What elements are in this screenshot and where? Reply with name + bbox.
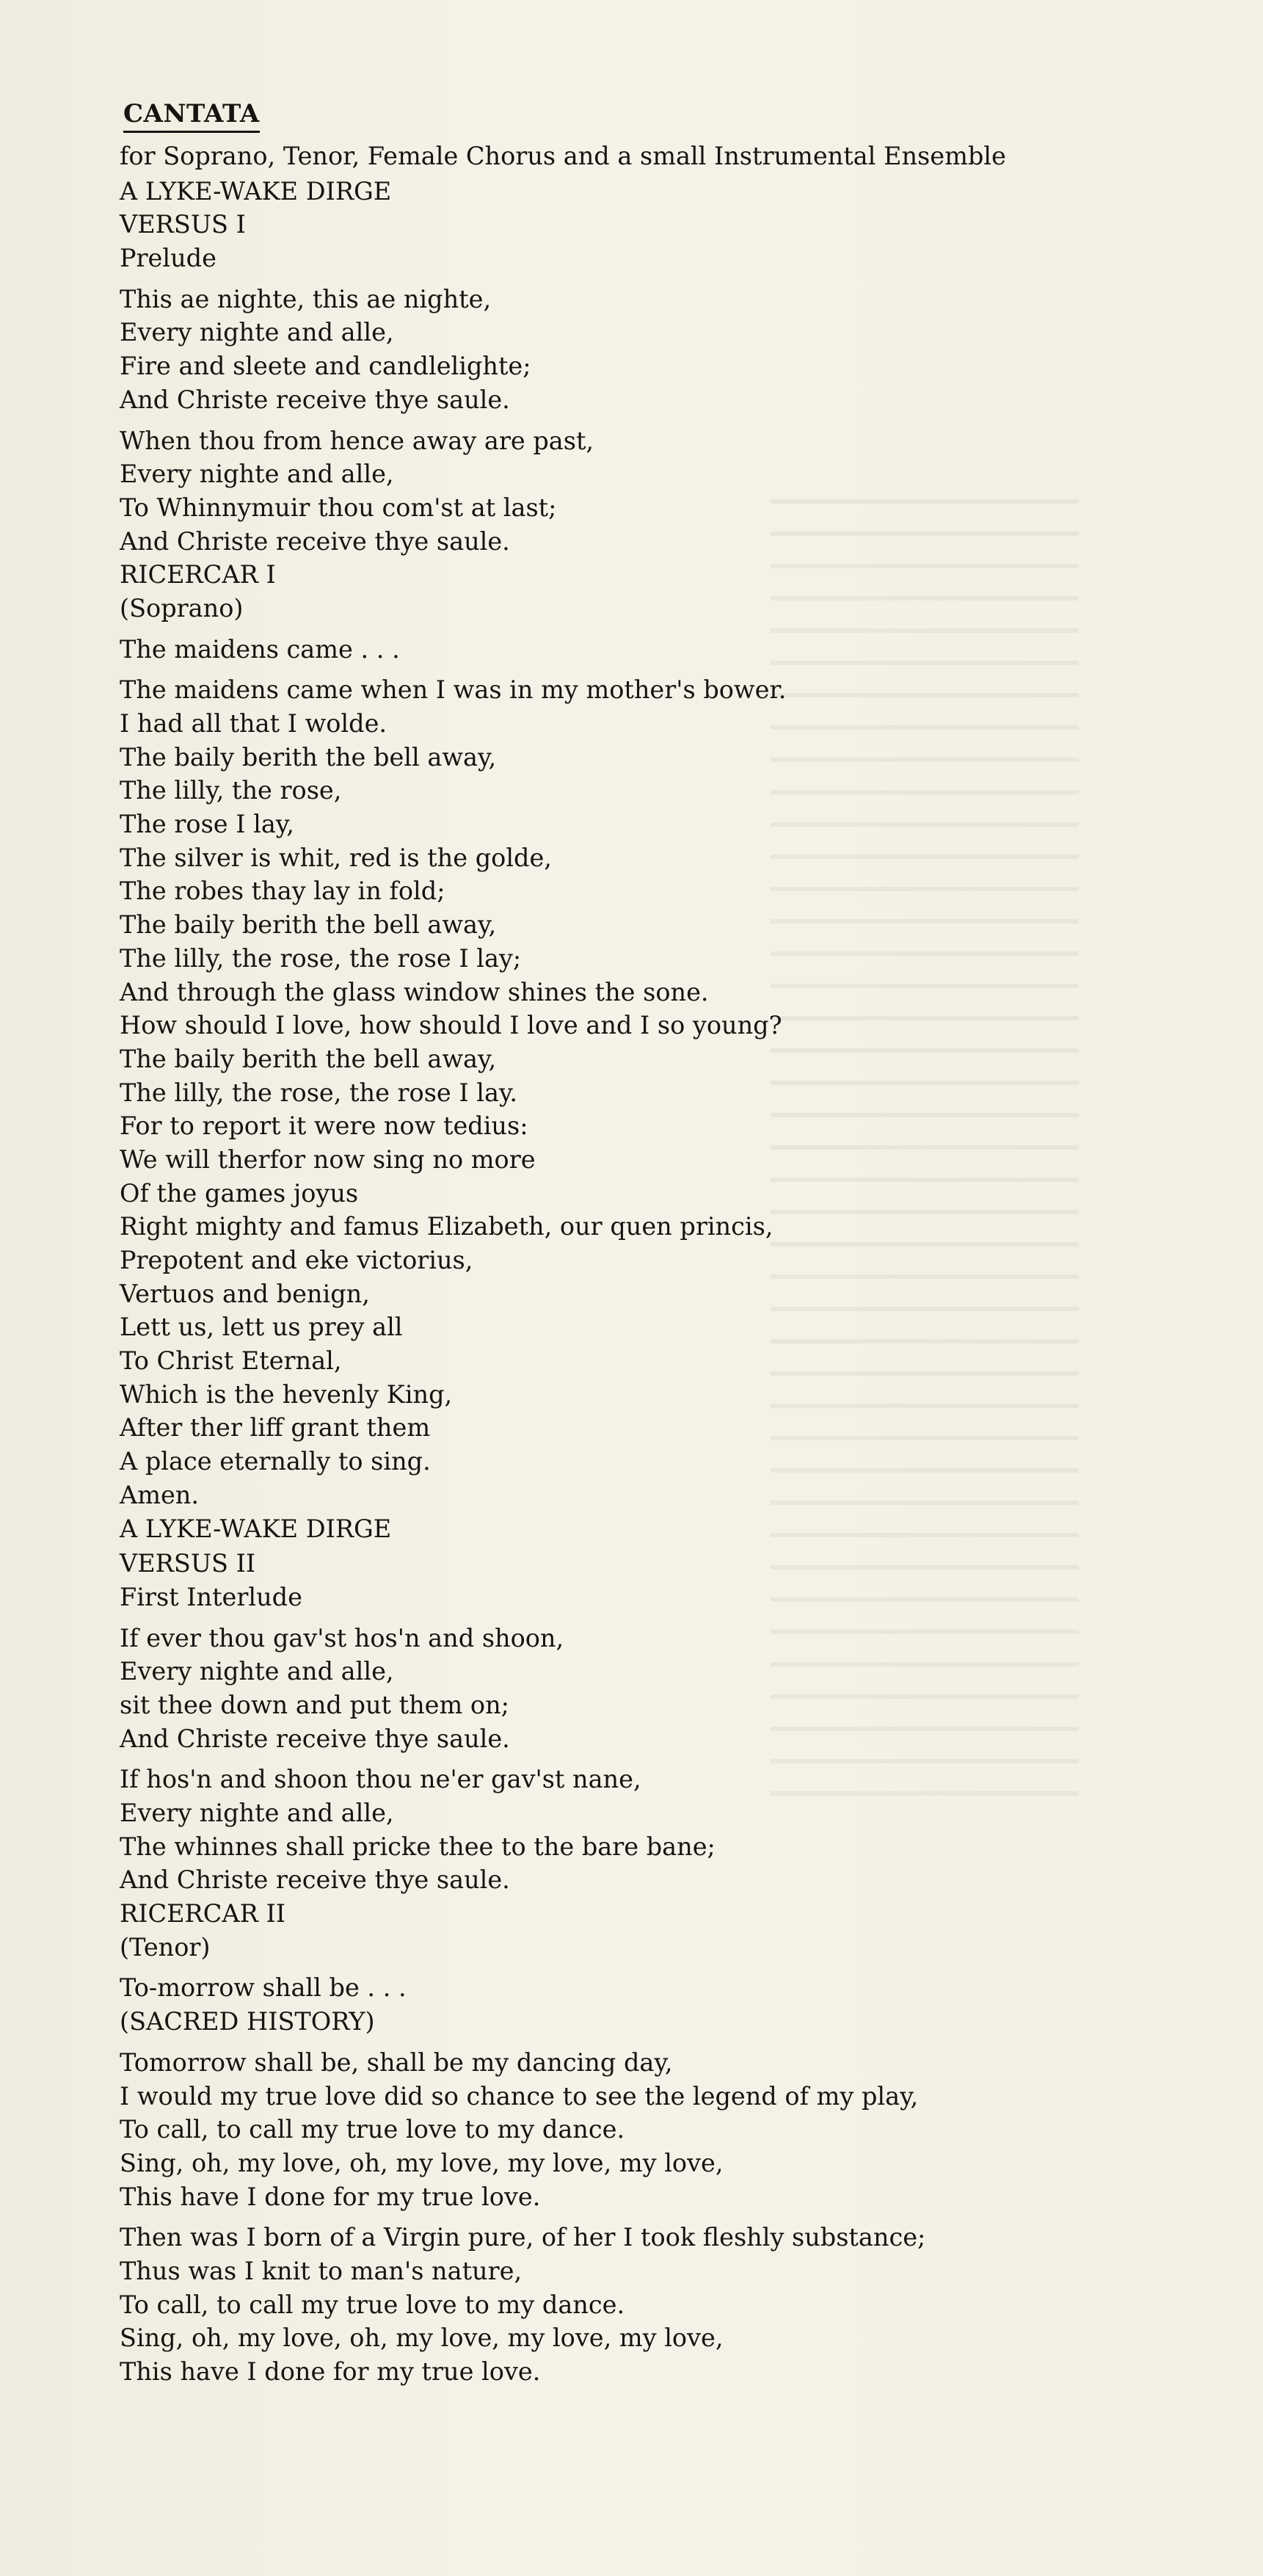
text-line: This have I done for my true love. bbox=[120, 2357, 541, 2386]
text-line: Lett us, lett us prey all bbox=[120, 1313, 403, 1342]
text-line: The baily berith the bell away, bbox=[120, 742, 497, 772]
text-line: VERSUS I bbox=[120, 210, 246, 239]
text-line: VERSUS II bbox=[120, 1549, 256, 1578]
text-line: We will therfor now sing no more bbox=[120, 1144, 536, 1174]
text-line: Prelude bbox=[120, 244, 216, 273]
text-block bbox=[120, 1622, 1162, 1756]
text-line: Thus was I knit to man's nature, bbox=[120, 2256, 523, 2285]
text-line: Fire and sleete and candlelighte; bbox=[120, 352, 531, 381]
text-line: I had all that I wolde. bbox=[120, 709, 387, 738]
cantata-text bbox=[120, 97, 1162, 2389]
text-line: Sing, oh, my love, oh, my love, my love, my love, bbox=[120, 2323, 724, 2353]
text-line: And Christe receive thye saule. bbox=[120, 1865, 510, 1895]
text-line: The maidens came when I was in my mother's bower. bbox=[120, 675, 787, 705]
text-block bbox=[120, 1547, 1162, 1614]
text-line: The lilly, the rose, bbox=[120, 776, 342, 805]
text-block bbox=[120, 633, 1162, 667]
text-block bbox=[120, 283, 1162, 417]
text-line: The robes thay lay in fold; bbox=[120, 877, 445, 906]
text-line: This ae nighte, this ae nighte, bbox=[120, 284, 492, 313]
text-block bbox=[120, 2221, 1162, 2388]
text-line: The whinnes shall pricke thee to the bare bane; bbox=[120, 1832, 716, 1861]
text-line: Right mighty and famus Elizabeth, our quen princis, bbox=[120, 1212, 774, 1241]
text-line: Which is the hevenly King, bbox=[120, 1379, 453, 1409]
text-line: A LYKE-WAKE DIRGE bbox=[120, 176, 392, 206]
text-blocks bbox=[120, 175, 1162, 2389]
text-block bbox=[120, 424, 1162, 625]
text-line: And Christe receive thye saule. bbox=[120, 526, 510, 556]
text-line: (Tenor) bbox=[120, 1932, 211, 1962]
text-line: The lilly, the rose, the rose I lay; bbox=[120, 943, 522, 973]
text-line: First Interlude bbox=[120, 1582, 302, 1611]
text-line: Every nighte and alle, bbox=[120, 460, 394, 489]
text-line: If hos'n and shoon thou ne'er gav'st nane, bbox=[120, 1765, 641, 1794]
text-line: To Whinnymuir thou com'st at last; bbox=[120, 493, 557, 522]
text-line: The baily berith the bell away, bbox=[120, 910, 497, 940]
text-line: To call, to call my true love to my dance. bbox=[120, 2290, 625, 2319]
text-line: RICERCAR I bbox=[120, 560, 276, 589]
text-line: To Christ Eternal, bbox=[120, 1346, 342, 1376]
text-line: Amen. bbox=[120, 1480, 200, 1509]
text-line: And Christe receive thye saule. bbox=[120, 1724, 510, 1753]
subtitle: for Soprano, Tenor, Female Chorus and a small Instrumental Ensemble bbox=[120, 142, 1006, 170]
text-line: After ther liff grant them bbox=[120, 1413, 431, 1443]
text-line: The lilly, the rose, the rose I lay. bbox=[120, 1078, 518, 1107]
text-block bbox=[120, 673, 1162, 1545]
text-line: Every nighte and alle, bbox=[120, 1799, 394, 1827]
text-line: sit thee down and put them on; bbox=[120, 1690, 509, 1719]
text-line: To-morrow shall be . . . bbox=[120, 1973, 407, 2003]
text-block bbox=[120, 1763, 1162, 1964]
title-wrap bbox=[123, 97, 1162, 135]
text-line: I would my true love did so chance to see the legend of my play, bbox=[120, 2081, 919, 2111]
text-line: Every nighte and alle, bbox=[120, 318, 394, 347]
text-line: Sing, oh, my love, oh, my love, my love, my love, bbox=[120, 2148, 724, 2177]
page-title: CANTATA bbox=[123, 97, 260, 133]
text-block bbox=[120, 2046, 1162, 2213]
text-line: A LYKE-WAKE DIRGE bbox=[120, 1514, 392, 1543]
text-line: How should I love, how should I love and I so young? bbox=[120, 1011, 782, 1040]
text-line: The baily berith the bell away, bbox=[120, 1044, 497, 1073]
text-line: This have I done for my true love. bbox=[120, 2182, 541, 2211]
text-line: Of the games joyus bbox=[120, 1178, 359, 1208]
text-line: Then was I born of a Virgin pure, of her I took fleshly substance; bbox=[120, 2223, 926, 2252]
text-line: (Soprano) bbox=[120, 593, 244, 623]
text-line: RICERCAR II bbox=[120, 1899, 285, 1929]
text-line: When thou from hence away are past, bbox=[120, 426, 594, 455]
text-line: (SACRED HISTORY) bbox=[120, 2007, 375, 2036]
text-line: And through the glass window shines the sone. bbox=[120, 977, 709, 1006]
text-line: The maidens came . . . bbox=[120, 634, 400, 664]
text-line: Prepotent and eke victorius, bbox=[120, 1246, 473, 1274]
text-line: Every nighte and alle, bbox=[120, 1657, 394, 1686]
text-line: If ever thou gav'st hos'n and shoon, bbox=[120, 1623, 564, 1652]
text-line: Vertuos and benign, bbox=[120, 1279, 370, 1308]
text-line: And Christe receive thye saule. bbox=[120, 385, 510, 414]
text-line: Tomorrow shall be, shall be my dancing day, bbox=[120, 2047, 673, 2077]
text-line: For to report it were now tedius: bbox=[120, 1111, 528, 1141]
text-line: The silver is whit, red is the golde, bbox=[120, 843, 552, 872]
text-line: A place eternally to sing. bbox=[120, 1447, 431, 1476]
text-line: The rose I lay, bbox=[120, 810, 294, 839]
text-line: To call, to call my true love to my dance. bbox=[120, 2115, 625, 2144]
text-block bbox=[120, 175, 1162, 275]
text-block bbox=[120, 1971, 1162, 2038]
